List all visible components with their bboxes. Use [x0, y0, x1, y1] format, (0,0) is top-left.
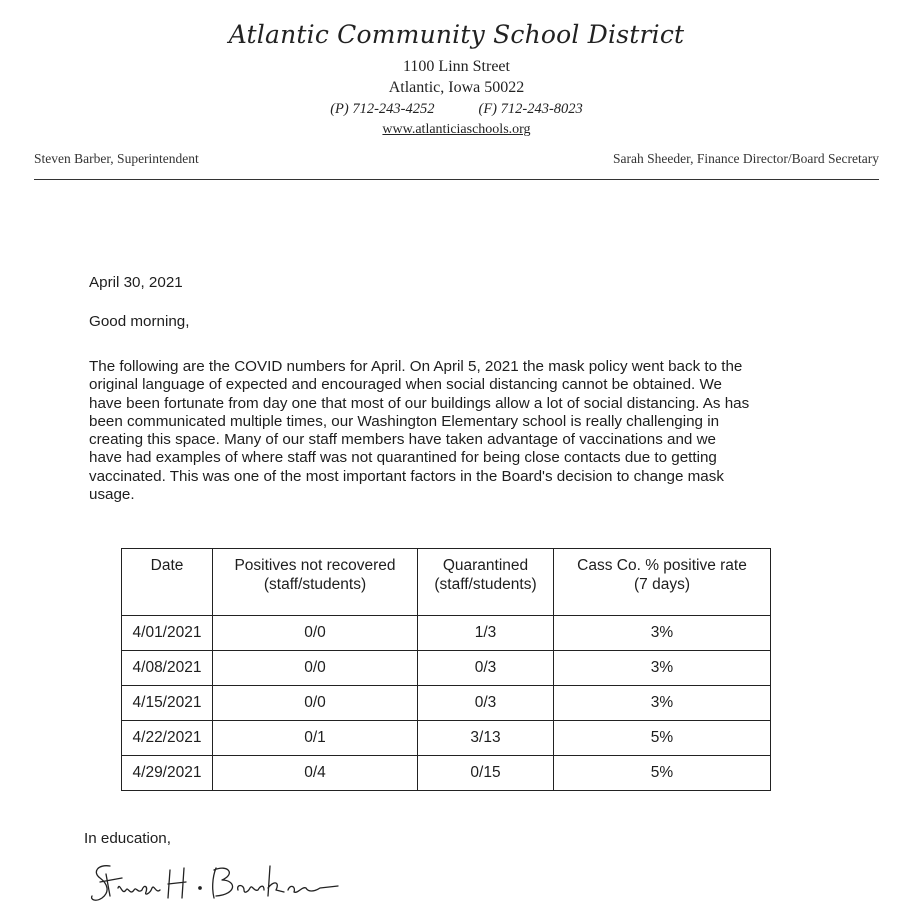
header-date — [122, 549, 213, 616]
paragraph-line: been communicated multiple times, our Washington Elementary school is really challenging in — [89, 412, 720, 430]
header-positives — [213, 549, 418, 616]
cell-quarantined: 0/3 — [418, 686, 554, 721]
signature-image — [88, 858, 348, 906]
header-quarantined — [418, 549, 554, 616]
table-row — [122, 756, 771, 791]
cell-date: 4/01/2021 — [122, 616, 213, 651]
paragraph-line: The following are the COVID numbers for April. On April 5, 2021 the mask policy went back to the — [89, 358, 743, 375]
cell-positive-rate: 5% — [554, 721, 771, 756]
cell-quarantined: 0/3 — [418, 651, 554, 686]
table-header-row — [122, 549, 771, 616]
letter-date: April 30, 2021 — [89, 274, 183, 291]
cell-positives: 0/0 — [213, 651, 418, 686]
cell-positive-rate: 3% — [554, 686, 771, 721]
cell-quarantined: 0/15 — [418, 756, 554, 791]
letter-paragraph — [89, 358, 829, 504]
table-row — [122, 616, 771, 651]
header-positive-rate — [554, 549, 771, 616]
address-street: 1100 Linn Street — [403, 58, 510, 75]
cell-date: 4/15/2021 — [122, 686, 213, 721]
covid-numbers-table — [121, 548, 771, 791]
cell-quarantined: 3/13 — [418, 721, 554, 756]
header-subtext: (7 days) — [634, 576, 690, 593]
header-text: Positives not recovered — [234, 557, 396, 574]
greeting: Good morning, — [89, 313, 190, 330]
fax-number: (F) 712-243-8023 — [478, 101, 583, 117]
cell-positive-rate: 3% — [554, 616, 771, 651]
district-name: Atlantic Community School District — [228, 20, 685, 49]
cell-positives: 0/0 — [213, 616, 418, 651]
header-divider — [34, 179, 879, 180]
paragraph-line: usage. — [89, 486, 135, 504]
closing: In education, — [84, 830, 171, 847]
cell-positives: 0/0 — [213, 686, 418, 721]
cell-positives: 0/1 — [213, 721, 418, 756]
address-city: Atlantic, Iowa 50022 — [388, 79, 525, 96]
cell-date: 4/29/2021 — [122, 756, 213, 791]
cell-positive-rate: 3% — [554, 651, 771, 686]
table-row — [122, 686, 771, 721]
cell-date: 4/08/2021 — [122, 651, 213, 686]
cell-date: 4/22/2021 — [122, 721, 213, 756]
paragraph-line: creating this space. Many of our staff members have taken advantage of vaccinations and we — [89, 431, 716, 449]
cell-positive-rate: 5% — [554, 756, 771, 791]
finance-director-name: Sarah Sheeder, Finance Director/Board Secretary — [613, 151, 879, 166]
cell-quarantined: 1/3 — [418, 616, 554, 651]
paragraph-line: have been fortunate from day one that most of our buildings allow a lot of social distancing. As has — [89, 394, 750, 412]
header-subtext: (staff/students) — [263, 576, 367, 593]
contact-numbers — [0, 101, 913, 118]
paragraph-line: original language of expected and encouraged when social distancing cannot be obtained. We — [89, 376, 722, 394]
header-text: Cass Co. % positive rate — [577, 557, 747, 574]
superintendent-name: Steven Barber, Superintendent — [34, 151, 199, 166]
website-link[interactable]: www.atlanticiaschools.org — [382, 122, 531, 137]
cell-positives: 0/4 — [213, 756, 418, 791]
header-text: Date — [150, 557, 184, 574]
header-text: Quarantined — [442, 557, 529, 574]
paragraph-line: have had examples of where staff was not quarantined for being close contacts due to getting — [89, 449, 717, 467]
table-row — [122, 721, 771, 756]
phone-number: (P) 712-243-4252 — [330, 101, 435, 117]
paragraph-line: vaccinated. This was one of the most important factors in the Board's decision to change mask — [89, 467, 724, 485]
header-subtext: (staff/students) — [434, 576, 537, 593]
table-row — [122, 651, 771, 686]
